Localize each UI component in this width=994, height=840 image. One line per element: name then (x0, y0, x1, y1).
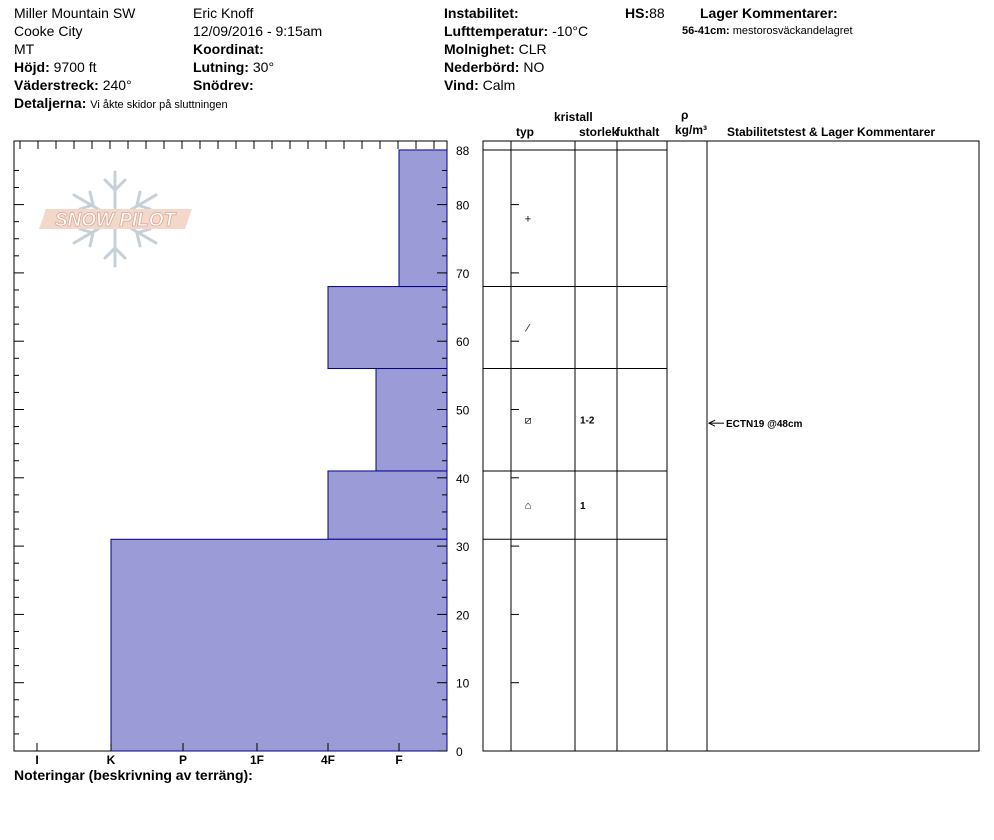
sky-value: CLR (518, 41, 547, 57)
instability-label: Instabilitet: (444, 5, 519, 21)
hardness-tick-label: I (35, 753, 39, 767)
observer-name: Eric Knoff (193, 5, 254, 21)
drift-label: Snödrev: (193, 77, 254, 93)
layer-comment-depth: 56-41cm: (682, 25, 730, 37)
airtemp-label: Lufttemperatur: (444, 23, 549, 39)
layer-table-columns (511, 141, 707, 751)
height-tick-label: 20 (456, 608, 470, 623)
logo-text: SNOW PILOT (54, 210, 176, 231)
precip-label: Nederbörd: (444, 59, 520, 75)
height-tick-label: 70 (456, 266, 470, 281)
hardness-tick-label: P (178, 753, 188, 767)
snowpilot-logo (39, 172, 192, 266)
layer-comments-label: Lager Kommentarer: (700, 5, 838, 21)
stability-tests (709, 419, 803, 430)
slope-label: Lutning: (193, 59, 249, 75)
details-value: Vi åkte skidor på sluttningen (90, 99, 228, 111)
stability-test-label: ECTN19 @48cm (726, 419, 803, 431)
crystal-header: kristall (554, 110, 593, 124)
height-tick-label: 88 (456, 143, 470, 158)
moisture-header: fukthalt (616, 125, 660, 139)
aspect-value: 240° (102, 77, 132, 93)
crystal-type-symbol: ⧄ (524, 414, 532, 427)
wind-value: Calm (482, 77, 516, 93)
crystal-type-symbol: + (524, 213, 532, 226)
crystal-type-symbol: ⌂ (524, 500, 532, 513)
height-tick-label: 50 (456, 403, 470, 418)
hardness-layer-bar-3 (328, 471, 447, 539)
airtemp-value: -10°C (552, 23, 589, 39)
height-tick-label: 40 (456, 471, 470, 486)
type-header: typ (516, 125, 534, 139)
observation-datetime: 12/09/2016 - 9:15am (193, 23, 323, 39)
details-label: Detaljerna: (14, 95, 87, 111)
hardness-tick-label: 1F (249, 753, 265, 767)
wind-label: Vind: (444, 77, 479, 93)
height-tick-label: 0 (456, 745, 463, 759)
height-tick-label: 10 (456, 676, 470, 691)
hardness-layer-bar-2 (376, 369, 447, 471)
crystal-type-symbol: ⁄ (527, 322, 529, 335)
layer-table-frame (483, 141, 979, 751)
hardness-layers (111, 150, 447, 751)
crystal-size: 1 (580, 501, 586, 513)
crystal-size: 1-2 (580, 415, 595, 427)
density-unit-header: kg/m³ (675, 123, 708, 137)
table-height-ticks (511, 205, 519, 683)
hardness-tick-label: K (106, 753, 116, 767)
coordinate-label: Koordinat: (193, 41, 264, 57)
aspect-label: Väderstreck: (14, 77, 99, 93)
rho-header: ρ (681, 108, 689, 122)
size-header: storlek (579, 125, 619, 139)
city-name: Cooke City (14, 23, 83, 39)
hardness-layer-bar-1 (328, 287, 447, 369)
layer-comment-text: mestorosväckandelagret (732, 25, 853, 37)
crystal-rows (524, 213, 595, 512)
hs-label: HS: (625, 5, 650, 21)
hardness-layer-bar-0 (399, 150, 447, 287)
hardness-tick-label: 4F (320, 753, 336, 767)
height-tick-label: 30 (456, 540, 470, 555)
elevation-label: Höjd: (14, 59, 50, 75)
height-tick-label: 60 (456, 335, 470, 350)
elevation-value: 9700 ft (53, 59, 97, 75)
state-name: MT (14, 41, 35, 57)
precip-value: NO (523, 59, 545, 75)
height-tick-label: 80 (456, 198, 470, 213)
slope-value: 30° (252, 59, 275, 75)
hardness-layer-bar-4 (111, 539, 447, 751)
notes-label: Noteringar (beskrivning av terräng): (14, 767, 253, 783)
location-name: Miller Mountain SW (14, 5, 136, 21)
hardness-tick-label: F (395, 753, 403, 767)
hs-value: 88 (649, 5, 665, 21)
stability-header: Stabilitetstest & Lager Kommentarer (727, 125, 936, 139)
sky-label: Molnighet: (444, 41, 515, 57)
